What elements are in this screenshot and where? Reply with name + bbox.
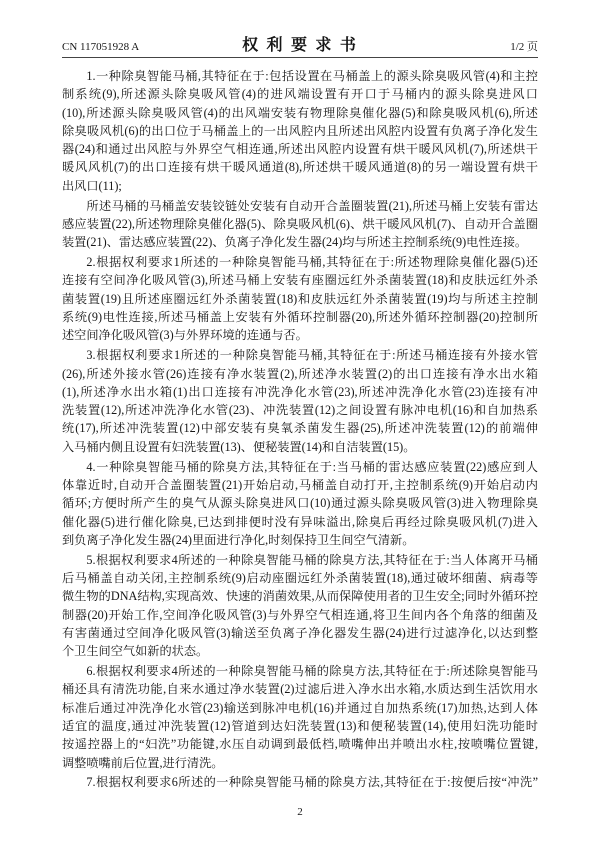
claim-2-paragraph: [62, 253, 538, 344]
text-line: 按遥控器上的“妇洗”功能键,水压自动调到最低档,喷嘴伸出并喷出水柱,按喷嘴位置键,: [62, 737, 538, 752]
text-line: 菌装置(19)且所述座圈远红外杀菌装置(18)和皮肤远红外杀菌装置(19)均与所述主控制: [62, 291, 538, 306]
claims-body: [62, 67, 538, 792]
text-line: 2.根据权利要求1所述的一种除臭智能马桶,其特征在于:所述物理除臭催化器(5)还: [86, 255, 538, 270]
text-line: 1.一种除臭智能马桶,其特征在于:包括设置在马桶盖上的源头除臭吸风管(4)和主控: [86, 69, 538, 83]
page-indicator: 1/2 页: [510, 41, 538, 53]
text-line: 适宜的温度,通过冲洗装置(12)管道到达妇洗装置(13)和便秘装置(14),使用妇洗功能时: [62, 718, 538, 733]
text-line: (1),所述净水出水箱(1)出口连接有冲洗净化水管(23),所述冲洗净化水管(23)连接有冲: [62, 384, 538, 399]
claim-1-paragraph: [62, 67, 538, 195]
text-line: 感应装置(22),所述物理除臭催化器(5)、除臭吸风机(6)、烘干暖风风机(7)、自动开合盖圈: [62, 216, 538, 231]
page-number: 2: [297, 806, 303, 818]
text-line: 制器(20)开始工作,空间净化吸风管(3)与外界空气相连通,将卫生间内各个角落的细菌及: [62, 607, 538, 622]
text-line: 4.一种除臭智能马桶的除臭方法,其特征在于:当马桶的雷达感应装置(22)感应到人: [86, 459, 538, 474]
text-line: 连接有空间净化吸风管(3),所述马桶上安装有座圈远红外杀菌装置(18)和皮肤远红外杀: [62, 273, 538, 288]
page-header: [62, 37, 538, 55]
publication-number: CN 117051928 A: [62, 41, 140, 53]
text-line: 6.根据权利要求4所述的一种除臭智能马桶的除臭方法,其特征在于:所述除臭智能马: [86, 664, 538, 679]
text-line: 系统(9)电性连接,所述马桶盖上安装有外循环控制器(20),所述外循环控制器(20)控制所: [62, 310, 538, 325]
text-line: 3.根据权利要求1所述的一种除臭智能马桶,其特征在于:所述马桶连接有外接水管: [86, 348, 538, 363]
text-line: 洗装置(12),所述冲洗净化水管(23)、冲洗装置(12)之间设置有脉冲电机(16)和自加热系: [62, 403, 538, 418]
text-line: 除臭吸风机(6)的出口位于马桶盖上的一出风腔内且所述出风腔内设置有负离子净化发生: [62, 123, 538, 138]
text-line: 7.根据权利要求6所述的一种除臭智能马桶的除臭方法,其特征在于:按便后按“冲洗”: [86, 775, 538, 790]
text-line: 到负离子净化发生器(24)里面进行净化,时刻保持卫生间空气清新。: [62, 532, 415, 547]
text-line: 催化器(5)进行催化除臭,已达到排便时没有异味溢出,除臭后再经过除臭吸风机(7)进入: [62, 514, 538, 529]
text-line: 微生物的DNA结构,实现高效、快速的消菌效果,从而保障使用者的卫生安全;同时外循环控: [62, 589, 538, 604]
text-line: 循环;方便时所产生的臭气从源头除臭进风口(10)通过源头除臭吸风管(3)进入物理除臭: [62, 496, 538, 511]
claim-3-paragraph: [62, 346, 538, 456]
claim-5-paragraph: [62, 551, 538, 661]
text-line: (10),所述源头除臭吸风管(4)的出风端安装有物理除臭催化器(5)和除臭吸风机(6),所述: [62, 105, 538, 120]
text-line: (26),所述外接水管(26)连接有净水装置(2),所述净水装置(2)的出口连接有净水出水箱: [62, 366, 538, 381]
text-line: 入马桶内侧且设置有妇洗装置(13)、便秘装置(14)和自洁装置(15)。: [62, 439, 416, 454]
text-line: 5.根据权利要求4所述的一种除臭智能马桶的除臭方法,其特征在于:当人体离开马桶: [86, 552, 538, 567]
text-line: 有害菌通过空间净化吸风管(3)输送至负离子净化器发生器(24)进行过滤净化,以达到整: [62, 625, 538, 640]
text-line: 个卫生间空气如新的状态。: [62, 644, 209, 659]
document-title: 权 利 要 求 书: [242, 37, 358, 54]
text-line: 标准后通过冲洗净化水管(23)输送到脉冲电机(16)并通过自加热系统(17)加热,达到人体: [62, 700, 538, 715]
text-line: 述空间净化吸风管(3)与外界环境的连通与否。: [62, 328, 308, 343]
text-line: 制系统(9),所述源头除臭吸风管(4)的进风端设置有开口于马桶内的源头除臭进风口: [62, 87, 538, 102]
text-line: 出风口(11);: [62, 178, 122, 193]
text-line: 调整喷嘴前后位置,进行清洗。: [62, 755, 224, 770]
text-line: 体靠近时,自动开合盖圈装置(21)开始启动,马桶盖自动打开,主控制系统(9)开始启动内: [62, 477, 538, 492]
text-line: 桶还具有清洗功能,自来水通过净水装置(2)过滤后进入净水出水箱,水质达到生活饮用水: [62, 682, 538, 697]
claim-1-continuation: [62, 197, 538, 252]
text-line: 所述马桶的马桶盖安装铰链处安装有自动开合盖圈装置(21),所述马桶上安装有雷达: [86, 198, 538, 213]
text-line: 装置(21)、雷达感应装置(22)、负离子净化发生器(24)均与所述主控制系统(9)电性连接。: [62, 235, 528, 250]
header-rule: [62, 57, 538, 58]
claim-4-paragraph: [62, 458, 538, 549]
text-line: 器(24)和通过出风腔与外界空气相连通,所述出风腔内设置有烘干暖风风机(7),所述烘干: [62, 142, 538, 157]
claim-7-paragraph: [62, 773, 538, 791]
text-line: 后马桶盖自动关闭,主控制系统(9)启动座圈远红外杀菌装置(18),通过破坏细菌、病毒等: [62, 570, 538, 585]
text-line: 统(17),所述冲洗装置(12)中部安装有臭氧杀菌发生器(25),所述冲洗装置(12)的前端伸: [62, 421, 538, 436]
claim-6-paragraph: [62, 662, 538, 772]
text-line: 暖风风机(7)的出口连接有烘干暖风通道(8),所述烘干暖风通道(8)的另一端设置有烘干: [62, 160, 538, 175]
